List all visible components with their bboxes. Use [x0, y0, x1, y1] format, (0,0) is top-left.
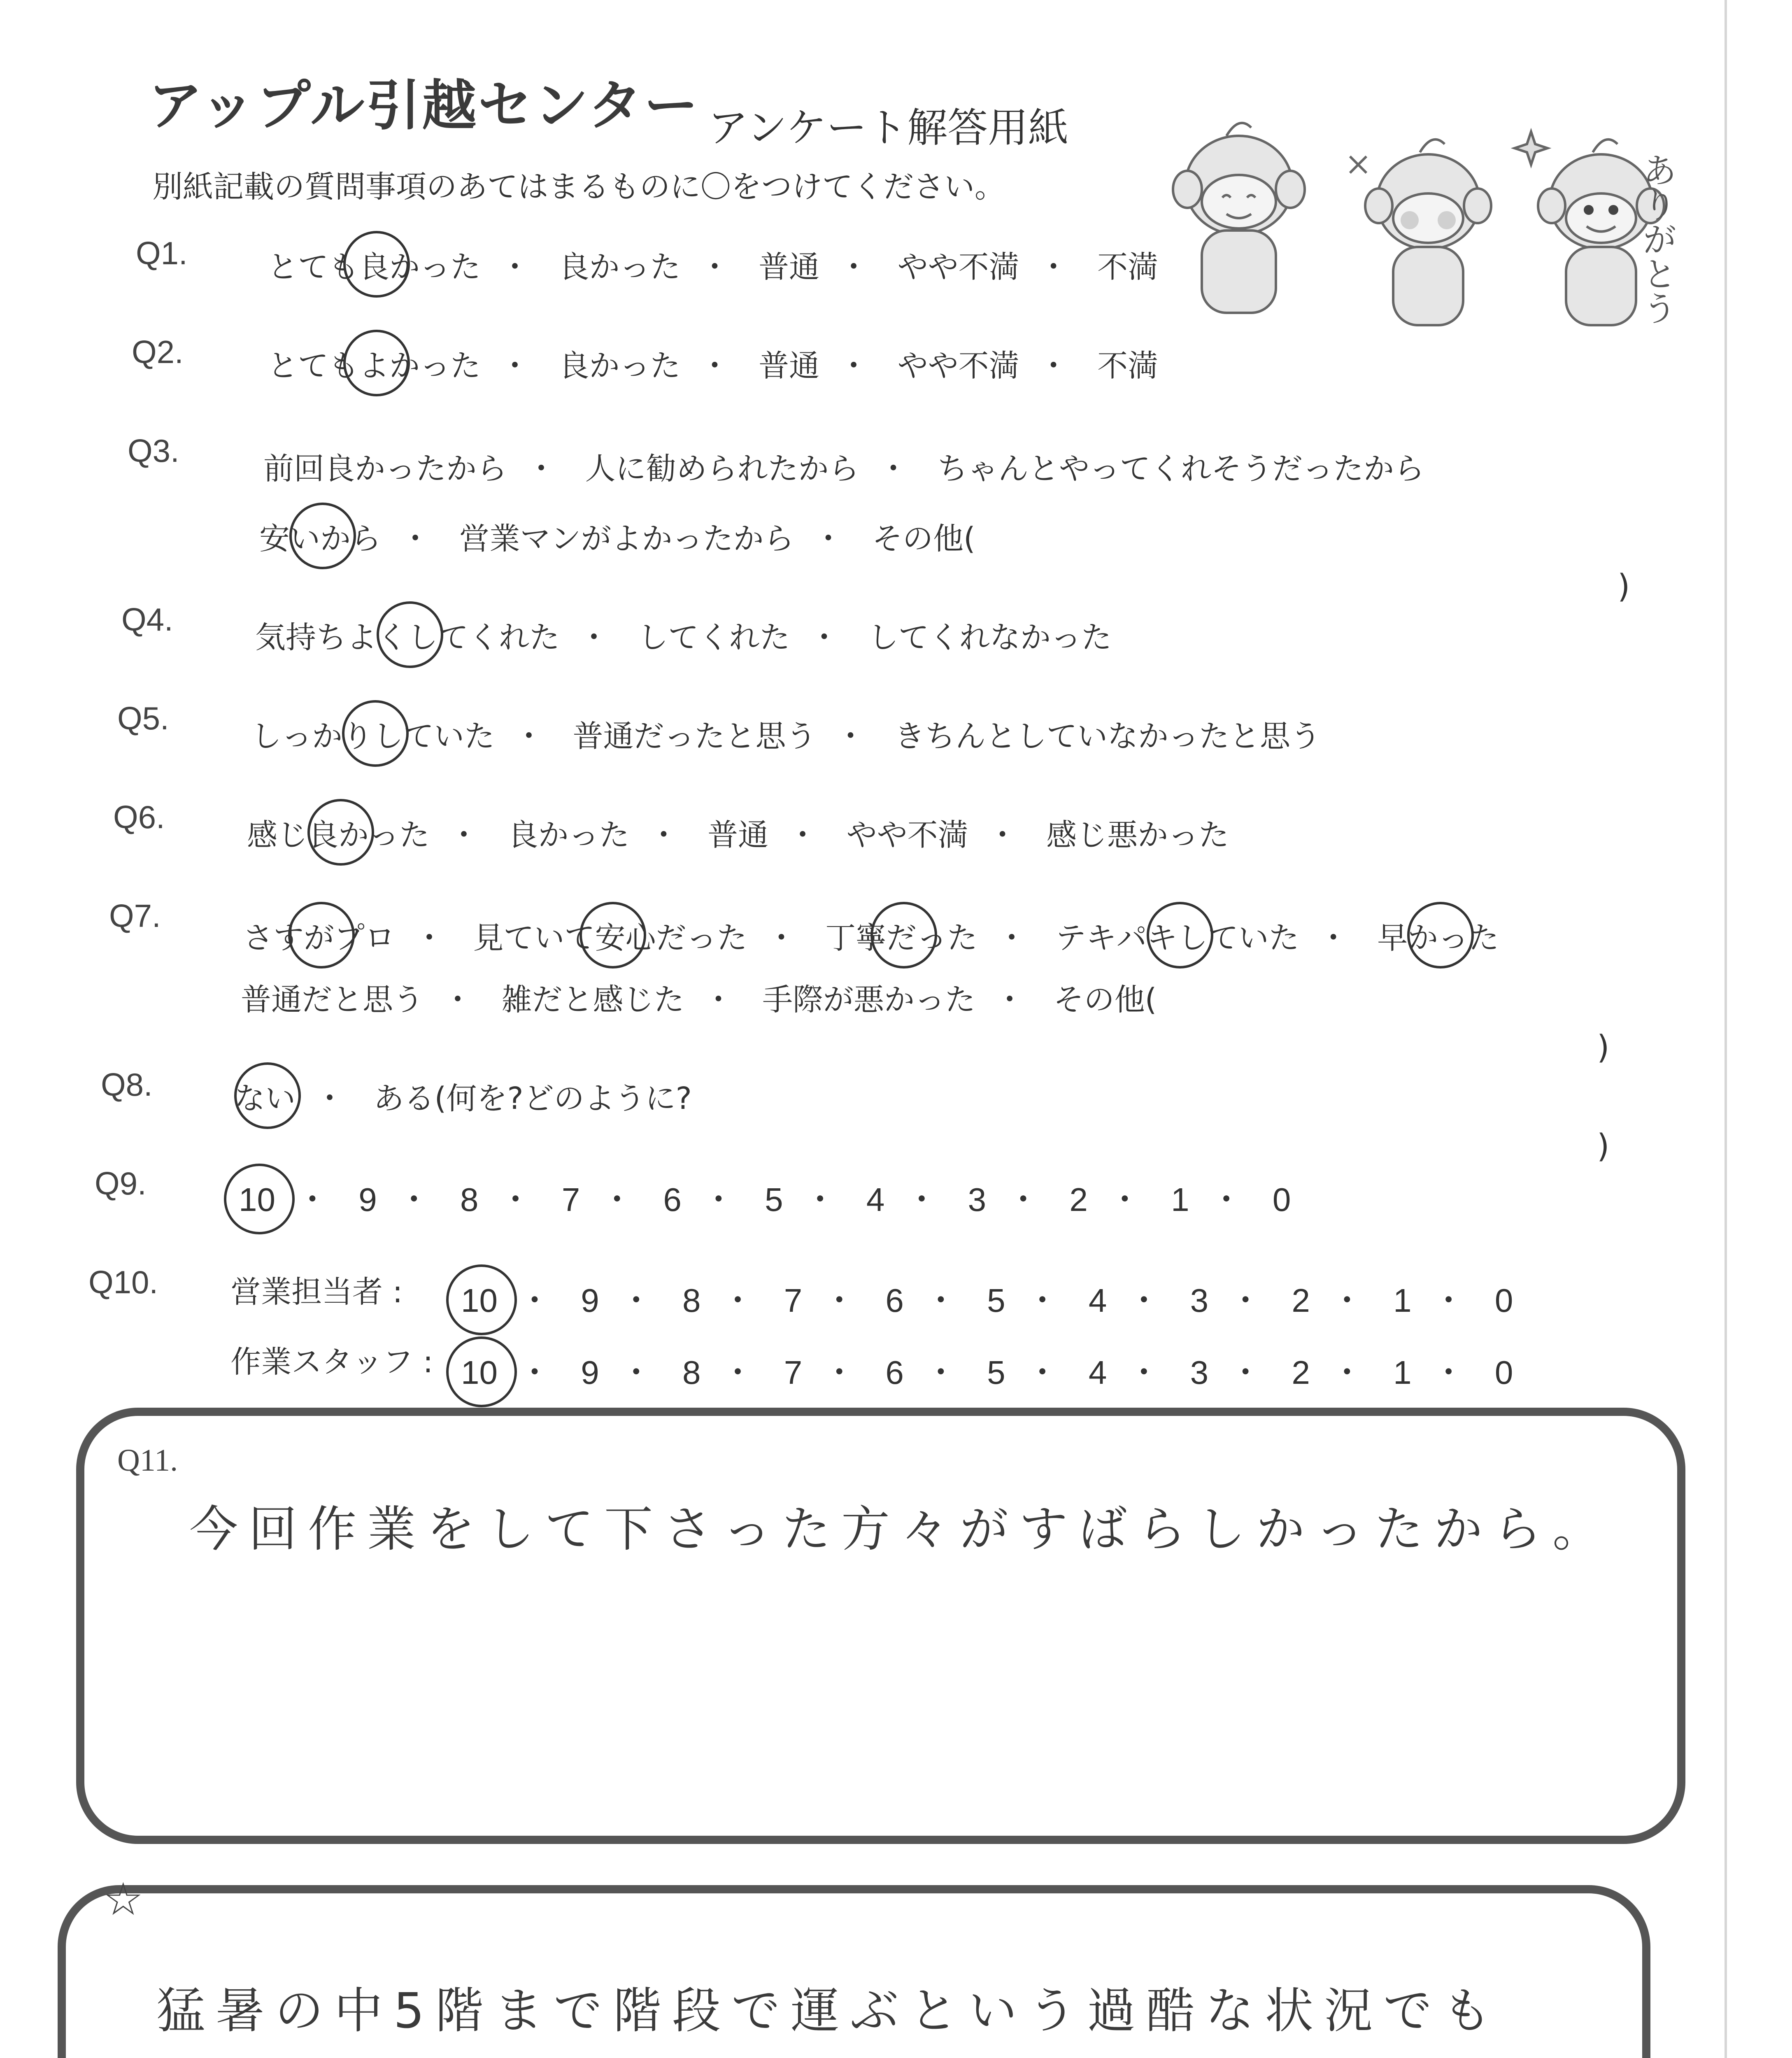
- q9-score-2[interactable]: 2: [1069, 1181, 1088, 1218]
- q6-option-2[interactable]: 良かった: [507, 817, 630, 853]
- q4-options: 気持ちよくしてくれた ・ してくれた ・ してくれなかった: [255, 613, 1112, 657]
- q7-label: Q7.: [109, 898, 161, 934]
- q3-option-3[interactable]: ちゃんとやってくれそうだったから: [937, 451, 1425, 487]
- q10-staff-score-8[interactable]: 8: [682, 1354, 701, 1391]
- q10-sales-score-5[interactable]: 5: [987, 1282, 1005, 1319]
- q10-staff-score-4[interactable]: 4: [1088, 1354, 1107, 1391]
- q3-label: Q3.: [128, 433, 179, 469]
- form-subtitle: アンケート解答用紙: [708, 105, 1069, 151]
- q2-label: Q2.: [132, 334, 184, 370]
- q7-option-2[interactable]: 見ていて安心だった: [473, 914, 747, 957]
- q10-staff-score-5[interactable]: 5: [987, 1354, 1005, 1391]
- q8-close-paren: ): [1597, 1128, 1610, 1165]
- company-title: アップル引越センター: [148, 74, 700, 137]
- mascot-thanks-text: ありがとう: [1637, 152, 1678, 325]
- q7-option-8[interactable]: 手際が悪かった: [762, 982, 976, 1017]
- q10-staff-score-0[interactable]: 0: [1494, 1354, 1513, 1391]
- q6-option-4[interactable]: やや不満: [846, 817, 968, 853]
- q6-option-1[interactable]: 感じ良かった: [247, 811, 430, 854]
- q10-staff-label: 作業スタッフ :: [230, 1344, 433, 1380]
- q4-label: Q4.: [121, 601, 173, 638]
- monkey-icon-left: [1173, 123, 1305, 313]
- q2-options: とてもよかった ・ 良かった ・ 普通 ・ やや不満 ・ 不満: [268, 342, 1158, 385]
- q7-option-3[interactable]: 丁寧だった: [825, 914, 977, 957]
- q3-close-paren: ): [1617, 568, 1630, 605]
- q7-option-5[interactable]: 早かった: [1377, 914, 1499, 957]
- q9-score-8[interactable]: 8: [460, 1181, 479, 1218]
- q10-sales-score-6[interactable]: 6: [885, 1282, 904, 1319]
- q10-sales-score-2[interactable]: 2: [1292, 1282, 1310, 1319]
- q10-staff-score-7[interactable]: 7: [784, 1354, 803, 1391]
- q10-sales-score-0[interactable]: 0: [1494, 1282, 1513, 1319]
- q9-score-7[interactable]: 7: [561, 1181, 580, 1218]
- q8-label: Q8.: [101, 1066, 153, 1103]
- q11-answer-text: 今回作業をして下さった方々がすばらしかったから。: [189, 1501, 1612, 1557]
- q10-sales-score-8[interactable]: 8: [682, 1282, 701, 1319]
- q10-staff-score-2[interactable]: 2: [1292, 1354, 1310, 1391]
- q7-options-line2: 普通だと思う ・ 雑だと感じた ・ 手際が悪かった ・ その他(: [241, 975, 1157, 1019]
- q6-options: 感じ良かった ・ 良かった ・ 普通 ・ やや不満 ・ 感じ悪かった: [247, 811, 1229, 854]
- q8-options: ない ・ ある(何を?どのように?: [235, 1074, 692, 1118]
- q8-option-1[interactable]: ない: [235, 1074, 296, 1118]
- q10-sales-score-3[interactable]: 3: [1190, 1282, 1209, 1319]
- q1-options: とても良かった ・ 良かった ・ 普通 ・ やや不満 ・ 不満: [268, 243, 1158, 286]
- q3-option-4[interactable]: 安いから: [259, 514, 381, 558]
- q3-options-line1: 前回良かったから ・ 人に勧められたから ・ ちゃんとやってくれそうだったから: [263, 445, 1424, 488]
- comment-line-2: [152, 2054, 1515, 2058]
- q2-option-1[interactable]: とてもよかった: [268, 342, 481, 385]
- q10-staff-scale: 10 ・ 9 ・ 8 ・ 7 ・ 6 ・ 5 ・ 4 ・ 3 ・ 2 ・ 1 ・ 0: [461, 1354, 1513, 1391]
- q3-option-2[interactable]: 人に勧められたから: [585, 451, 859, 487]
- q10-staff-score-3[interactable]: 3: [1190, 1354, 1209, 1391]
- q7-options-line1: さすがプロ ・ 見ていて安心だった ・ 丁寧だった ・ テキパキしていた ・ 早かった: [243, 914, 1499, 957]
- q3-option-5[interactable]: 営業マンがよかったから: [459, 521, 794, 556]
- q6-option-3[interactable]: 普通: [707, 817, 769, 853]
- q10-sales-score-4[interactable]: 4: [1088, 1282, 1107, 1319]
- q2-option-2[interactable]: 良かった: [559, 348, 681, 384]
- q9-scale: 10 ・ 9 ・ 8 ・ 7 ・ 6 ・ 5 ・ 4 ・ 3 ・ 2 ・ 1 ・ 0: [239, 1181, 1291, 1218]
- q9-score-6[interactable]: 6: [663, 1181, 682, 1218]
- q1-option-5[interactable]: 不満: [1097, 249, 1159, 285]
- q7-option-6[interactable]: 普通だと思う: [241, 982, 424, 1017]
- q1-option-2[interactable]: 良かった: [559, 249, 681, 285]
- q7-close-paren: ): [1597, 1029, 1610, 1066]
- q10-staff-score-6[interactable]: 6: [885, 1354, 904, 1391]
- q9-score-9[interactable]: 9: [358, 1181, 377, 1218]
- q10-sales-scale: 10 ・ 9 ・ 8 ・ 7 ・ 6 ・ 5 ・ 4 ・ 3 ・ 2 ・ 1 ・ 0: [461, 1282, 1513, 1319]
- q10-label: Q10.: [88, 1264, 158, 1300]
- q2-option-5[interactable]: 不満: [1097, 348, 1159, 384]
- q10-staff-score-10[interactable]: 10: [461, 1354, 498, 1391]
- q9-score-3[interactable]: 3: [968, 1181, 987, 1218]
- q7-option-1[interactable]: さすがプロ: [243, 914, 395, 957]
- q9-label: Q9.: [95, 1165, 147, 1201]
- q1-option-3[interactable]: 普通: [759, 249, 820, 285]
- q8-option-2[interactable]: ある(何を?どのように?: [373, 1081, 692, 1116]
- q5-option-3[interactable]: きちんとしていなかったと思う: [894, 719, 1321, 754]
- q5-label: Q5.: [117, 700, 169, 736]
- q6-label: Q6.: [113, 799, 165, 835]
- form-instruction: 別紙記載の質問事項のあてはまるものに〇をつけてください。: [152, 169, 1005, 205]
- q1-option-4[interactable]: やや不満: [897, 249, 1019, 285]
- q4-option-3[interactable]: してくれなかった: [868, 620, 1112, 655]
- q4-option-1[interactable]: 気持ちよくしてくれた: [255, 613, 560, 657]
- q2-option-3[interactable]: 普通: [759, 348, 820, 384]
- q10-sales-score-10[interactable]: 10: [461, 1282, 498, 1319]
- q9-score-4[interactable]: 4: [866, 1181, 885, 1218]
- q11-answer-box[interactable]: [76, 1408, 1685, 1844]
- q7-option-other[interactable]: その他(: [1053, 982, 1157, 1017]
- q3-option-other[interactable]: その他(: [872, 521, 975, 556]
- q6-option-5[interactable]: 感じ悪かった: [1046, 817, 1229, 853]
- q5-option-1[interactable]: しっかりしていた: [251, 712, 495, 756]
- monkey-icon-middle: [1350, 140, 1491, 325]
- q3-option-1[interactable]: 前回良かったから: [263, 451, 507, 487]
- star-icon: ☆: [103, 1873, 144, 1925]
- q10-staff-score-1[interactable]: 1: [1393, 1354, 1412, 1391]
- q5-option-2[interactable]: 普通だったと思う: [573, 719, 817, 754]
- q9-score-5[interactable]: 5: [765, 1181, 783, 1218]
- q9-score-1[interactable]: 1: [1171, 1181, 1189, 1218]
- q2-option-4[interactable]: やや不満: [897, 348, 1019, 384]
- q5-options: しっかりしていた ・ 普通だったと思う ・ きちんとしていなかったと思う: [251, 712, 1321, 756]
- q10-sales-score-7[interactable]: 7: [784, 1282, 803, 1319]
- q1-label: Q1.: [136, 235, 188, 271]
- q7-option-7[interactable]: 雑だと感じた: [501, 982, 684, 1017]
- comment-line-1: 猛暑の中5階まで階段で運ぶという過酷な状況でも: [156, 1982, 1502, 2039]
- q4-option-2[interactable]: してくれた: [638, 620, 790, 655]
- q10-sales-score-9[interactable]: 9: [581, 1282, 599, 1319]
- q9-score-0[interactable]: 0: [1272, 1181, 1291, 1218]
- q1-option-1[interactable]: とても良かった: [268, 243, 481, 286]
- q3-options-line2: 安いから ・ 営業マンがよかったから ・ その他(: [259, 514, 975, 558]
- scan-edge-line: [1725, 0, 1727, 2058]
- q11-label: Q11.: [117, 1443, 178, 1478]
- q10-sales-score-1[interactable]: 1: [1393, 1282, 1412, 1319]
- monkey-mascots-illustration: [1144, 107, 1720, 346]
- q7-option-4[interactable]: テキパキしていた: [1056, 914, 1299, 957]
- q10-sales-label: 営業担当者 :: [230, 1274, 403, 1310]
- q10-staff-score-9[interactable]: 9: [581, 1354, 599, 1391]
- q9-score-10[interactable]: 10: [239, 1181, 275, 1218]
